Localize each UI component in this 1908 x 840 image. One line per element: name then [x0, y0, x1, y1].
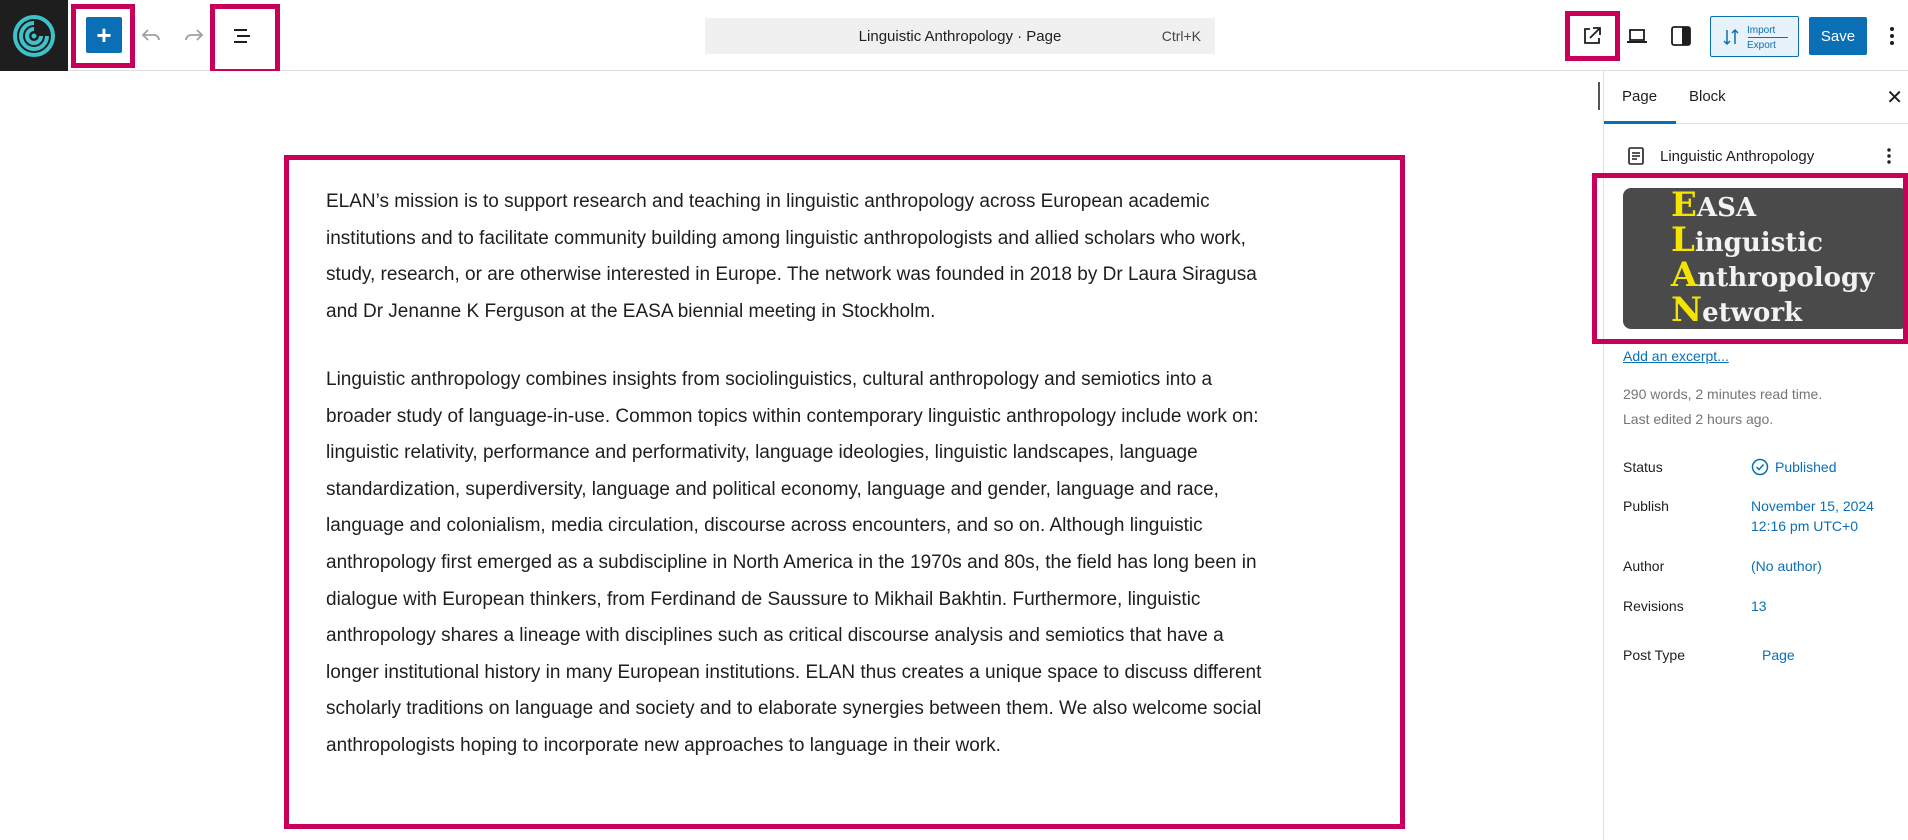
site-logo-button[interactable] [0, 0, 68, 71]
import-export-divider [1748, 37, 1788, 38]
paragraph-block-2[interactable]: Linguistic anthropology combines insights from sociolinguistics, cultural anthropology and semiotics into a broader study of language-in-use. Common topics within contemporary linguistic anthropology include work on: linguistic relativity, performance and performativity, language ideologies, linguistic landscapes, language standardization, superdiversity, language and political economy, language and gender, language and race, language and colonialism, media circulation, discourse across encounters, and so on. Although linguistic anthropology first emerged as a subdiscipline in North America in the 1970s and 80s, the field has long been in dialogue with European thinkers, from Ferdinand de Saussure to Mikhail Bakhtin. Furthermore, linguistic anthropology shares a lineage with disciplines such as critical discourse analysis and semiotics that have a longer institutional history in many European institutions. ELAN thus creates a unique space to discuss different scholarly traditions on language and society and to elaborate synergies between them. We also welcome social anthropologists hoping to incorporate new approaches to language in their work. [326, 369, 1262, 756]
preview-button[interactable] [1623, 22, 1651, 50]
sidebar-tabs [1604, 71, 1908, 124]
export-label: Export [1747, 40, 1776, 51]
last-edited: Last edited 2 hours ago. [1623, 411, 1774, 427]
editor-header [0, 0, 1908, 71]
save-button[interactable]: Save [1809, 17, 1867, 55]
undo-button[interactable] [138, 22, 164, 48]
redo-button[interactable] [181, 22, 207, 48]
author-value[interactable]: (No author) [1751, 558, 1822, 574]
publish-label: Publish [1623, 498, 1669, 514]
publish-time: 12:16 pm UTC+0 [1751, 518, 1858, 534]
tab-page[interactable]: Page [1622, 88, 1658, 105]
page-title: Linguistic Anthropology [1660, 148, 1815, 165]
add-block-button[interactable]: + [86, 17, 122, 53]
published-check-icon [1751, 458, 1769, 476]
document-title: Linguistic Anthropology · Page [858, 28, 1062, 45]
command-palette-button[interactable] [705, 18, 1215, 54]
revisions-label: Revisions [1623, 598, 1684, 614]
import-export-icon [1723, 28, 1739, 46]
post-type-value[interactable]: Page [1762, 647, 1795, 663]
active-tab-indicator [1604, 121, 1676, 124]
close-sidebar-button[interactable]: ✕ [1886, 87, 1903, 109]
list-view-icon [230, 24, 254, 48]
author-label: Author [1623, 558, 1665, 574]
highlight-featured-image [1592, 173, 1908, 344]
import-export-button[interactable] [1710, 16, 1799, 57]
featured-image-line-2: Linguistic [1671, 220, 1824, 260]
status-value-button[interactable] [1751, 457, 1837, 477]
redo-icon [182, 23, 206, 47]
publish-date-button[interactable] [1751, 496, 1874, 536]
site-logo-icon [12, 14, 56, 58]
document-overview-button[interactable] [228, 22, 256, 50]
tab-block[interactable]: Block [1689, 88, 1726, 105]
featured-image-line-1: EASA [1671, 188, 1757, 225]
revisions-value[interactable]: 13 [1751, 598, 1767, 614]
word-count: 290 words, 2 minutes read time. [1623, 386, 1823, 402]
canvas-scrollbar[interactable] [1598, 82, 1600, 110]
external-link-icon [1581, 25, 1603, 47]
sidebar-icon [1669, 24, 1693, 48]
view-page-button[interactable] [1578, 22, 1606, 50]
more-vertical-icon [1889, 26, 1895, 46]
laptop-icon [1625, 24, 1649, 48]
featured-image-line-4: Network [1671, 290, 1803, 329]
undo-icon [139, 23, 163, 47]
publish-date: November 15, 2024 [1751, 498, 1874, 514]
add-excerpt-link[interactable]: Add an excerpt... [1623, 348, 1729, 364]
page-icon [1626, 146, 1646, 166]
status-label: Status [1623, 459, 1663, 475]
shortcut-hint: Ctrl+K [1161, 28, 1201, 44]
import-label: Import [1747, 25, 1776, 36]
options-menu-button[interactable] [1880, 22, 1904, 50]
post-type-label: Post Type [1623, 647, 1686, 663]
page-actions-icon[interactable] [1886, 147, 1892, 165]
status-value: Published [1775, 459, 1837, 475]
settings-sidebar-toggle[interactable] [1667, 22, 1695, 50]
paragraph-block-1[interactable]: ELAN’s mission is to support research and teaching in linguistic anthropology across European academic institutions and to facilitate community building among linguistic anthropologists and allied scholars who work, study, research, or are otherwise interested in Europe. The network was founded in 2018 by Dr Laura Siragusa and Dr Jenanne K Ferguson at the EASA biennial meeting in Stockholm. [326, 191, 1257, 322]
featured-image-line-3: Anthropology [1671, 255, 1875, 295]
